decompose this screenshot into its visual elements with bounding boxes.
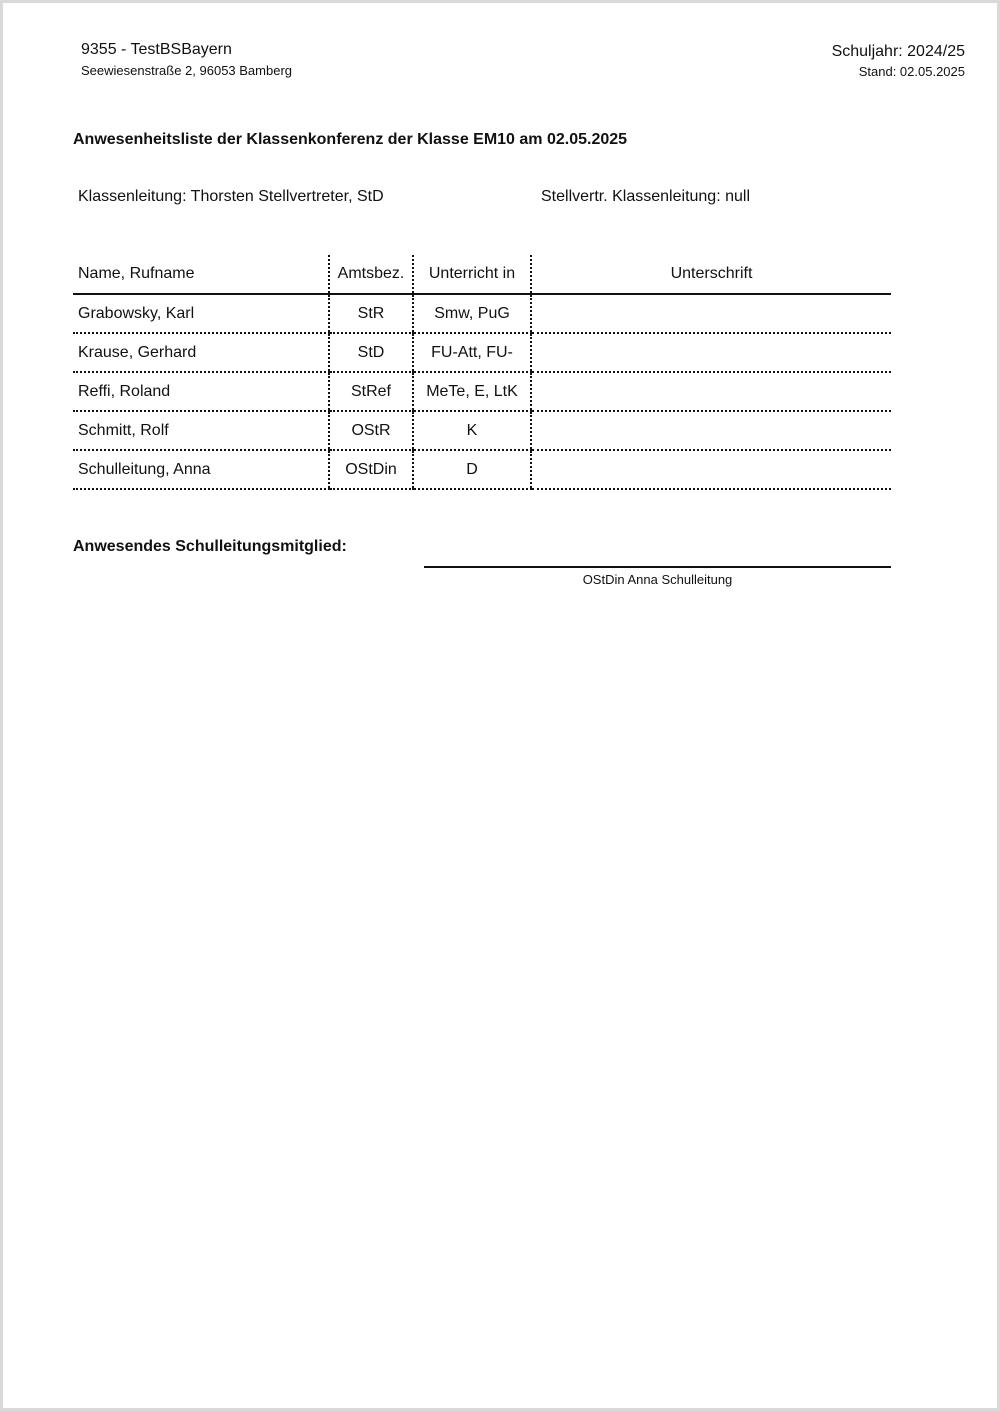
deputy-class-lead: Stellvertr. Klassenleitung: null [541,188,750,205]
row-signature-field[interactable] [531,411,891,450]
table-row [73,450,891,489]
row-name: Krause, Gerhard [73,333,329,372]
document-page [3,3,997,1408]
class-lead: Klassenleitung: Thorsten Stellvertreter, StD [78,188,384,205]
school-address: Seewiesenstraße 2, 96053 Bamberg [81,63,293,78]
row-title: StR [329,294,413,333]
row-title: StRef [329,372,413,411]
row-subjects: MeTe, E, LtK [413,372,531,411]
school-name: 9355 - TestBSBayern [81,41,232,58]
row-name: Reffi, Roland [73,372,329,411]
principal-label: Anwesendes Schulleitungsmitglied: [73,538,347,555]
header-row [73,255,891,294]
stand-date: Stand: 02.05.2025 [858,64,965,79]
row-name: Schulleitung, Anna [73,450,329,489]
row-signature-field[interactable] [531,294,891,333]
row-name: Grabowsky, Karl [73,294,329,333]
row-signature-field[interactable] [531,450,891,489]
table-row [73,294,891,333]
row-subjects: K [413,411,531,450]
row-subjects: Smw, PuG [413,294,531,333]
row-subjects: FU-Att, FU- [413,333,531,372]
document-title: Anwesenheitsliste der Klassenkonferenz der Klasse EM10 am 02.05.2025 [73,131,628,148]
header-signature: Unterschrift [531,255,891,294]
row-signature-field[interactable] [531,333,891,372]
row-title: OStDin [329,450,413,489]
attendance-table [73,255,891,490]
table-body [73,294,891,489]
row-title: OStR [329,411,413,450]
table-row [73,333,891,372]
row-title: StD [329,333,413,372]
principal-signature-line[interactable] [424,566,891,568]
header-title: Amtsbez. [329,255,413,294]
school-year: Schuljahr: 2024/25 [831,43,965,60]
row-subjects: D [413,450,531,489]
table-row [73,411,891,450]
row-name: Schmitt, Rolf [73,411,329,450]
table-header [73,255,891,294]
header-subjects: Unterricht in [413,255,531,294]
principal-name: OStDin Anna Schulleitung [582,572,733,587]
row-signature-field[interactable] [531,372,891,411]
header-name: Name, Rufname [73,255,329,294]
table-row [73,372,891,411]
